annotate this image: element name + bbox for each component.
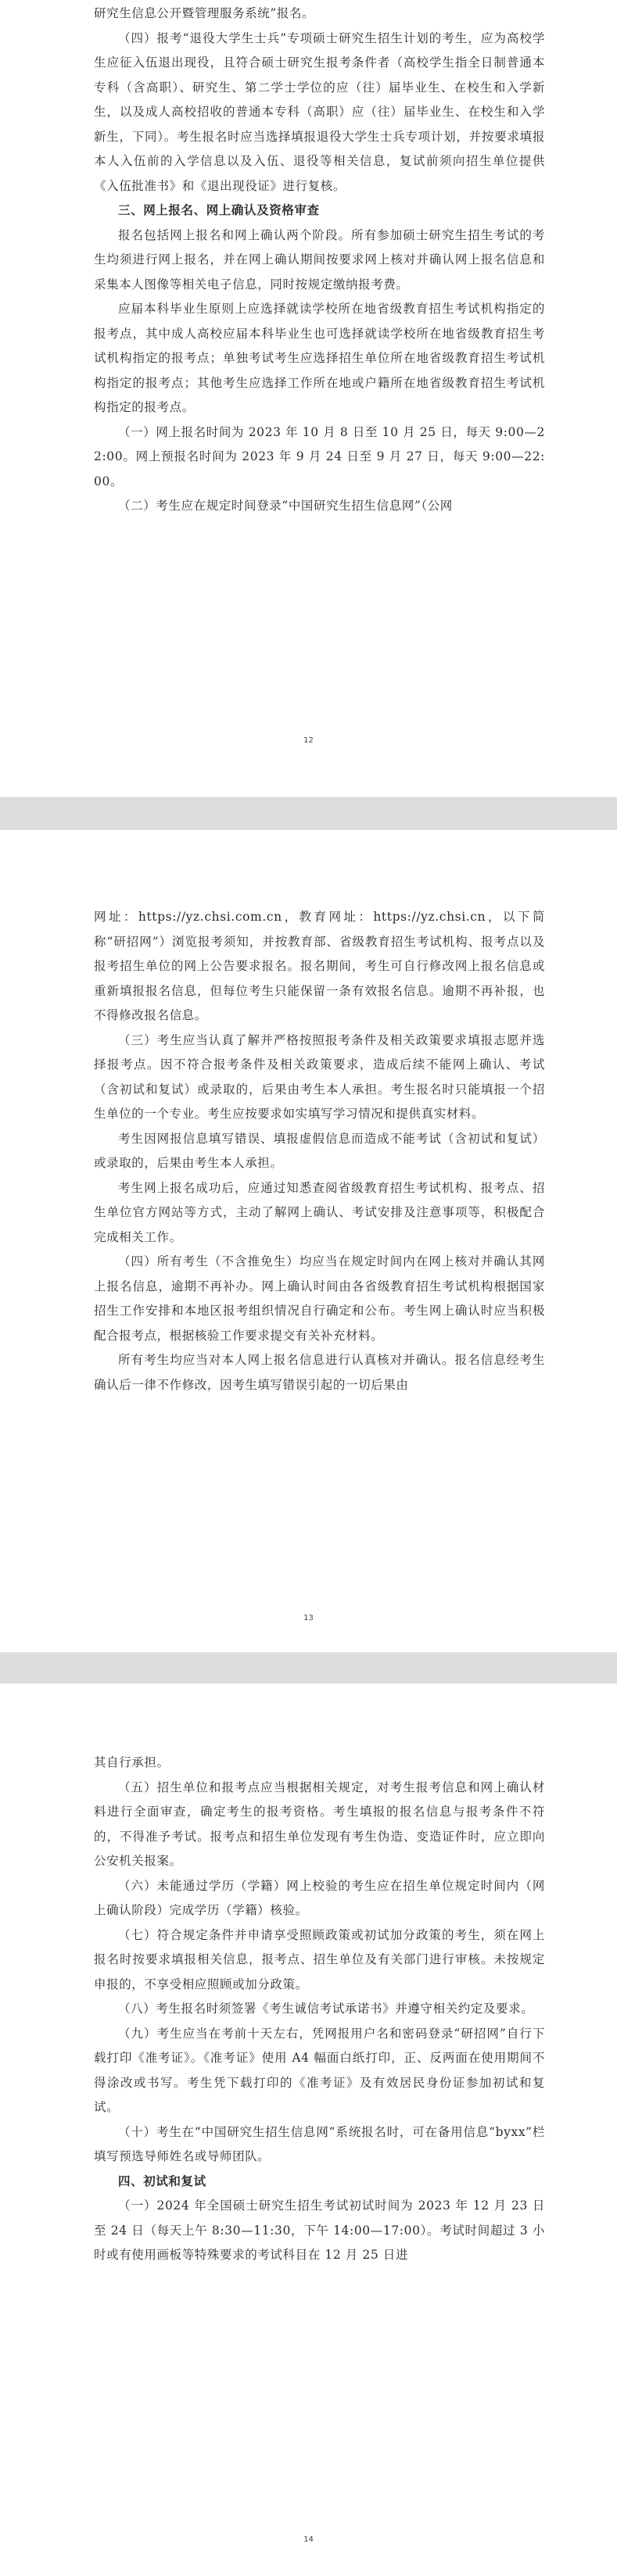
paragraph: 网址：https://yz.chsi.com.cn，教育网址：https://yz.chsi.cn，以下简称“研招网”）浏览报考须知，并按教育部、省级教育招生考试机构、报考点以及报考招生单位的网上公告要求报名。报名期间，考生可自行修改网上报名信息或重新填报报名信息，但每位考生只能保留一条有效报名信息。逾期不再补报，也不得修改报名信息。 xyxy=(94,910,545,1022)
paragraph: （三）考生应当认真了解并严格按照报考条件及相关政策要求填报志愿并选择报考点。因不符合报考条件及相关政策要求，造成后续不能网上确认、考试（含初试和复试）或录取的，后果由考生本人承担。考生报名时只能填报一个招生单位的一个专业。考生应按要求如实填写学习情况和提供真实材料。 xyxy=(94,1032,545,1121)
paragraph: （九）考生应当在考前十天左右，凭网报用户名和密码登录“研招网”自行下载打印《准考证》。《准考证》使用 A4 幅面白纸打印，正、反两面在使用期间不得涂改或书写。考生凭下载打印的《准考证》及有效居民身份证参加初试和复试。 xyxy=(94,2026,545,2114)
document-page xyxy=(0,0,617,797)
paragraph: （八）考生报名时须签署《考生诚信考试承诺书》并遵守相关约定及要求。 xyxy=(118,2002,534,2016)
paragraph: 考生网上报名成功后，应通过知悉查阅省级教育招生考试机构、报考点、招生单位官方网站等方式，主动了解网上确认、考试安排及注意事项等，积极配合完成相关工作。 xyxy=(94,1180,545,1244)
paragraph: 所有考生均应当对本人网上报名信息进行认真核对并确认。报名信息经考生确认后一律不作修改，因考生填写错误引起的一切后果由 xyxy=(94,1353,545,1392)
section-heading: 三、网上报名、网上确认及资格审查 xyxy=(118,203,320,217)
page-number: 12 xyxy=(303,736,314,745)
paragraph: （一）网上报名时间为 2023 年 10 月 8 日至 10 月 25 日，每天 9:00—22:00。网上预报名时间为 2023 年 9 月 24 日至 9 月 27 日，每天 9:00—22:00。 xyxy=(94,424,545,488)
paragraph: （四）所有考生（不含推免生）均应当在规定时间内在网上核对并确认其网上报名信息，逾期不再补办。网上确认时间由各省级教育招生考试机构根据国家招生工作安排和本地区报考组织情况自行确定和公布。考生网上确认时应当积极配合报考点，根据核验工作要求提交有关补充材料。 xyxy=(94,1254,545,1343)
paragraph: （五）招生单位和报考点应当根据相关规定，对考生报考信息和网上确认材料进行全面审查，确定考生的报考资格。考生填报的报名信息与报考条件不符的，不得准予考试。报考点和招生单位发现有考生伪造、变造证件时，应立即向公安机关报案。 xyxy=(94,1780,545,1868)
paragraph: （一）2024 年全国硕士研究生招生考试初试时间为 2023 年 12 月 23 日至 24 日（每天上午 8:30—11:30，下午 14:00—17:00）。考试时间超过 3 小时或有使用画板等特殊要求的考试科目在 12 月 25 日进 xyxy=(94,2199,545,2262)
paragraph: （七）符合规定条件并申请享受照顾政策或初试加分政策的考生，须在网上报名时按要求填报相关信息，报考点、招生单位及有关部门进行审核。未按规定申报的，不享受相应照顾或加分政策。 xyxy=(94,1927,545,1991)
paragraph: （四）报考“退役大学生士兵”专项硕士研究生招生计划的考生，应为高校学生应征入伍退出现役，且符合硕士研究生报考条件者（高校学生指全日制普通本专科（含高职）、研究生、第二学士学位的应（往）届毕业生、在校生和入学新生，以及成人高校招收的普通本专科（高职）应（往）届毕业生、在校生和入学新生，下同）。考生报名时应当选择填报退役大学生士兵专项计划，并按要求填报本人入伍前的入学信息以及入伍、退役等相关信息，复试前须向招生单位提供《入伍批准书》和《退出现役证》进行复核。 xyxy=(94,30,545,193)
paragraph: 其自行承担。 xyxy=(94,1755,170,1769)
document-page xyxy=(0,1683,617,2576)
document-page xyxy=(0,830,617,1652)
paragraph: 考生因网报信息填写错误、填报虚假信息而造成不能考试（含初试和复试）或录取的，后果由考生本人承担。 xyxy=(94,1131,545,1170)
paragraph: 应届本科毕业生原则上应选择就读学校所在地省级教育招生考试机构指定的报考点，其中成人高校应届本科毕业生也可选择就读学校所在地省级教育招生考试机构指定的报考点；单独考试考生应选择招生单位所在地省级教育招生考试机构指定的报考点；其他考生应选择工作所在地或户籍所在地省级教育招生考试机构指定的报考点。 xyxy=(94,302,545,414)
page-number: 13 xyxy=(303,1614,314,1623)
paragraph: 报名包括网上报名和网上确认两个阶段。所有参加硕士研究生招生考试的考生均须进行网上报名，并在网上确认期间按要求网上核对并确认网上报名信息和采集本人图像等相关电子信息，同时按规定缴纳报考费。 xyxy=(94,227,545,292)
section-heading: 四、初试和复试 xyxy=(118,2174,206,2188)
page-number: 14 xyxy=(303,2535,314,2544)
paragraph: （六）未能通过学历（学籍）网上校验的考生应在招生单位规定时间内（网上确认阶段）完成学历（学籍）核验。 xyxy=(94,1878,545,1917)
paragraph: （十）考生在“中国研究生招生信息网”系统报名时，可在备用信息“byxx”栏填写预选导师姓名或导师团队。 xyxy=(94,2124,545,2163)
paragraph: 研究生信息公开暨管理服务系统”报名。 xyxy=(94,6,315,20)
paragraph: （二）考生应在规定时间登录“中国研究生招生信息网”（公网 xyxy=(118,499,453,513)
